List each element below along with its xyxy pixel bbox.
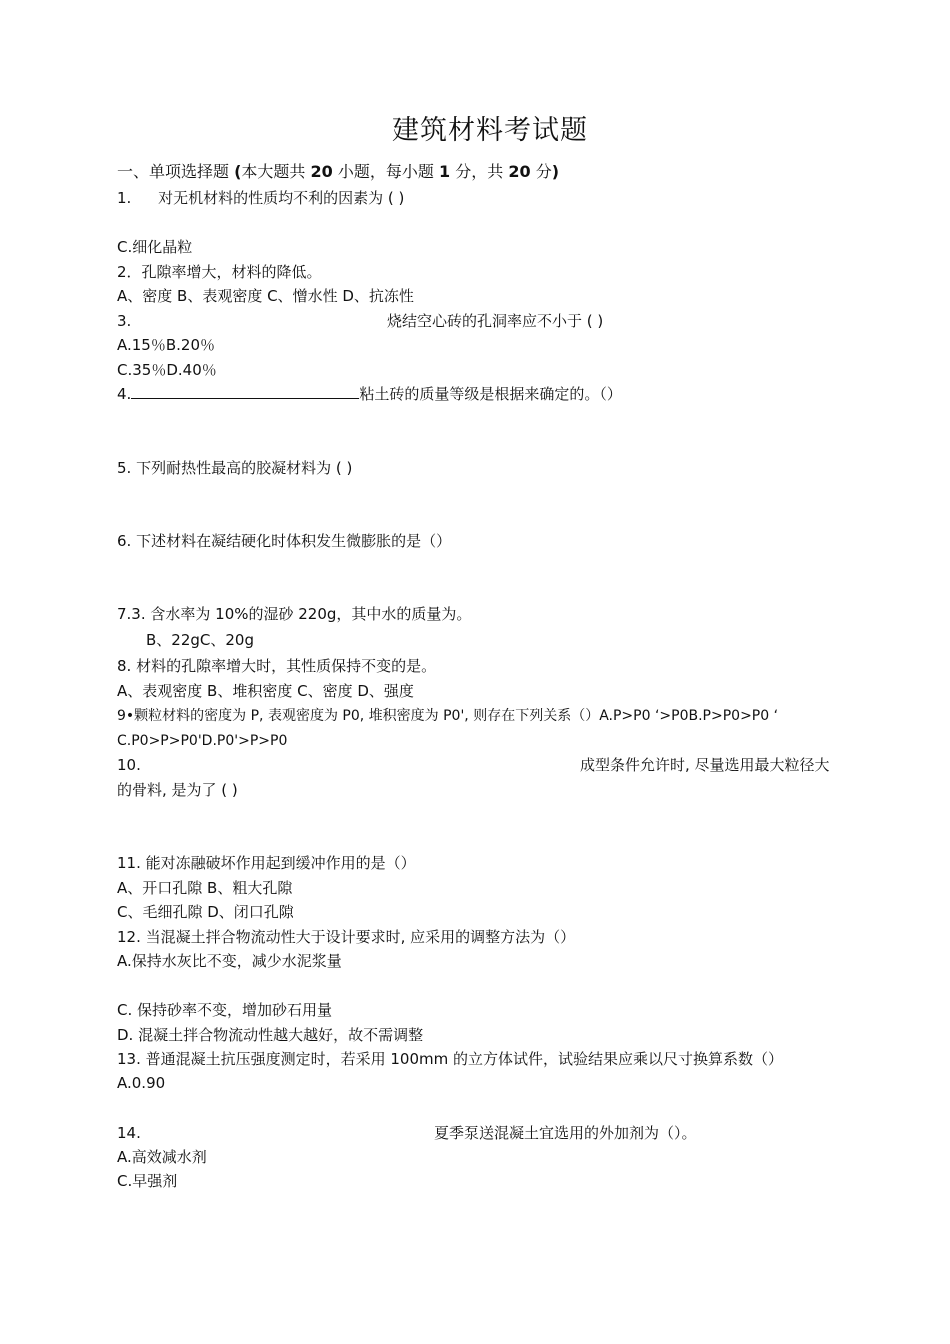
question-14-text: 夏季泵送混凝土宜选用的外加剂为（）。 [434,1124,697,1142]
question-14-number: 14. [117,1124,141,1142]
question-11-options-ab: A、开口孔隙 B、粗大孔隙 [117,879,293,897]
question-7-option-b: B、22gC、20g [146,631,254,649]
section-paren-open: ( [234,162,242,181]
section-points-each: 1 [439,162,451,181]
question-13: 13. 普通混凝土抗压强度测定时，若采用 100mm 的立方体试件，试验结果应乘以尺寸换算系数（） [117,1050,784,1068]
question-6: 6. 下述材料在凝结硬化时体积发生微膨胀的是（） [117,532,452,550]
section-text-3: 分，共 [455,162,504,181]
question-number: 1. [117,189,132,207]
question-7: 7.3. 含水率为 10%的湿砂 220g，其中水的质量为。 [117,605,472,623]
section-text-4: 分 [535,162,552,181]
question-5: 5. 下列耐热性最高的胶凝材料为 ( ) [117,459,353,477]
question-1-option-c: C.细化晶粒 [117,238,193,256]
question-3-number: 3. [117,312,132,330]
question-8-options: A、表观密度 B、堆积密度 C、密度 D、强度 [117,682,414,700]
question-2: 2．孔隙率增大，材料的降低。 [117,263,322,281]
section-heading [117,162,559,182]
question-11-options-cd: C、毛细孔隙 D、闭口孔隙 [117,903,294,921]
question-4 [117,384,622,404]
question-10-number: 10. [117,756,141,774]
question-9: 9•颗粒材料的密度为 P, 表观密度为 P0, 堆积密度为 P0', 则存在下列关系（）A.P>P0 ‘>P0B.P>P0>P0 ‘ [117,708,779,724]
section-text-2: 小题，每小题 [337,162,434,181]
question-14-option-a: A.高效减水剂 [117,1148,207,1166]
question-8: 8. 材料的孔隙率增大时，其性质保持不变的是。 [117,657,437,675]
document-title: 建筑材料考试题 [392,115,588,146]
question-10-text: 成型条件允许时, 尽量选用最大粒径大 [580,756,830,774]
question-3-text: 烧结空心砖的孔洞率应不小于 ( ) [387,312,604,330]
question-14-option-c: C.早强剂 [117,1172,178,1190]
section-paren-close: ) [551,162,560,181]
question-2-options: A、密度 B、表观密度 C、憎水性 D、抗冻性 [117,287,414,305]
question-11: 11. 能对冻融破坏作用起到缓冲作用的是（） [117,854,416,872]
question-1 [117,188,404,208]
question-12: 12. 当混凝土拌合物流动性大于设计要求时, 应采用的调整方法为（） [117,928,576,946]
question-text: 粘土砖的质量等级是根据来确定的。（） [359,385,622,403]
question-3-options-ab: A.15％B.20％ [117,336,215,354]
section-count-questions: 20 [310,162,333,181]
section-prefix: 一、单项选择题 [117,162,230,181]
question-10-continued: 的骨料, 是为了 ( ) [117,781,238,799]
question-text: 对无机材料的性质均不利的因素为 ( ) [158,189,405,207]
section-text-1: 本大题共 [241,162,306,181]
question-12-option-c: C. 保持砂率不变，增加砂石用量 [117,1001,333,1019]
question-number: 4. [117,385,132,403]
question-13-option-a: A.0.90 [117,1074,166,1092]
answer-blank [131,384,359,399]
question-3-options-cd: C.35％D.40％ [117,361,217,379]
question-12-option-a: A.保持水灰比不变，减少水泥浆量 [117,952,342,970]
question-9-options-cd: C.P0>P>P0'D.P0'>P>P0 [117,733,288,749]
section-points-total: 20 [508,162,531,181]
question-12-option-d: D. 混凝土拌合物流动性越大越好，故不需调整 [117,1026,424,1044]
